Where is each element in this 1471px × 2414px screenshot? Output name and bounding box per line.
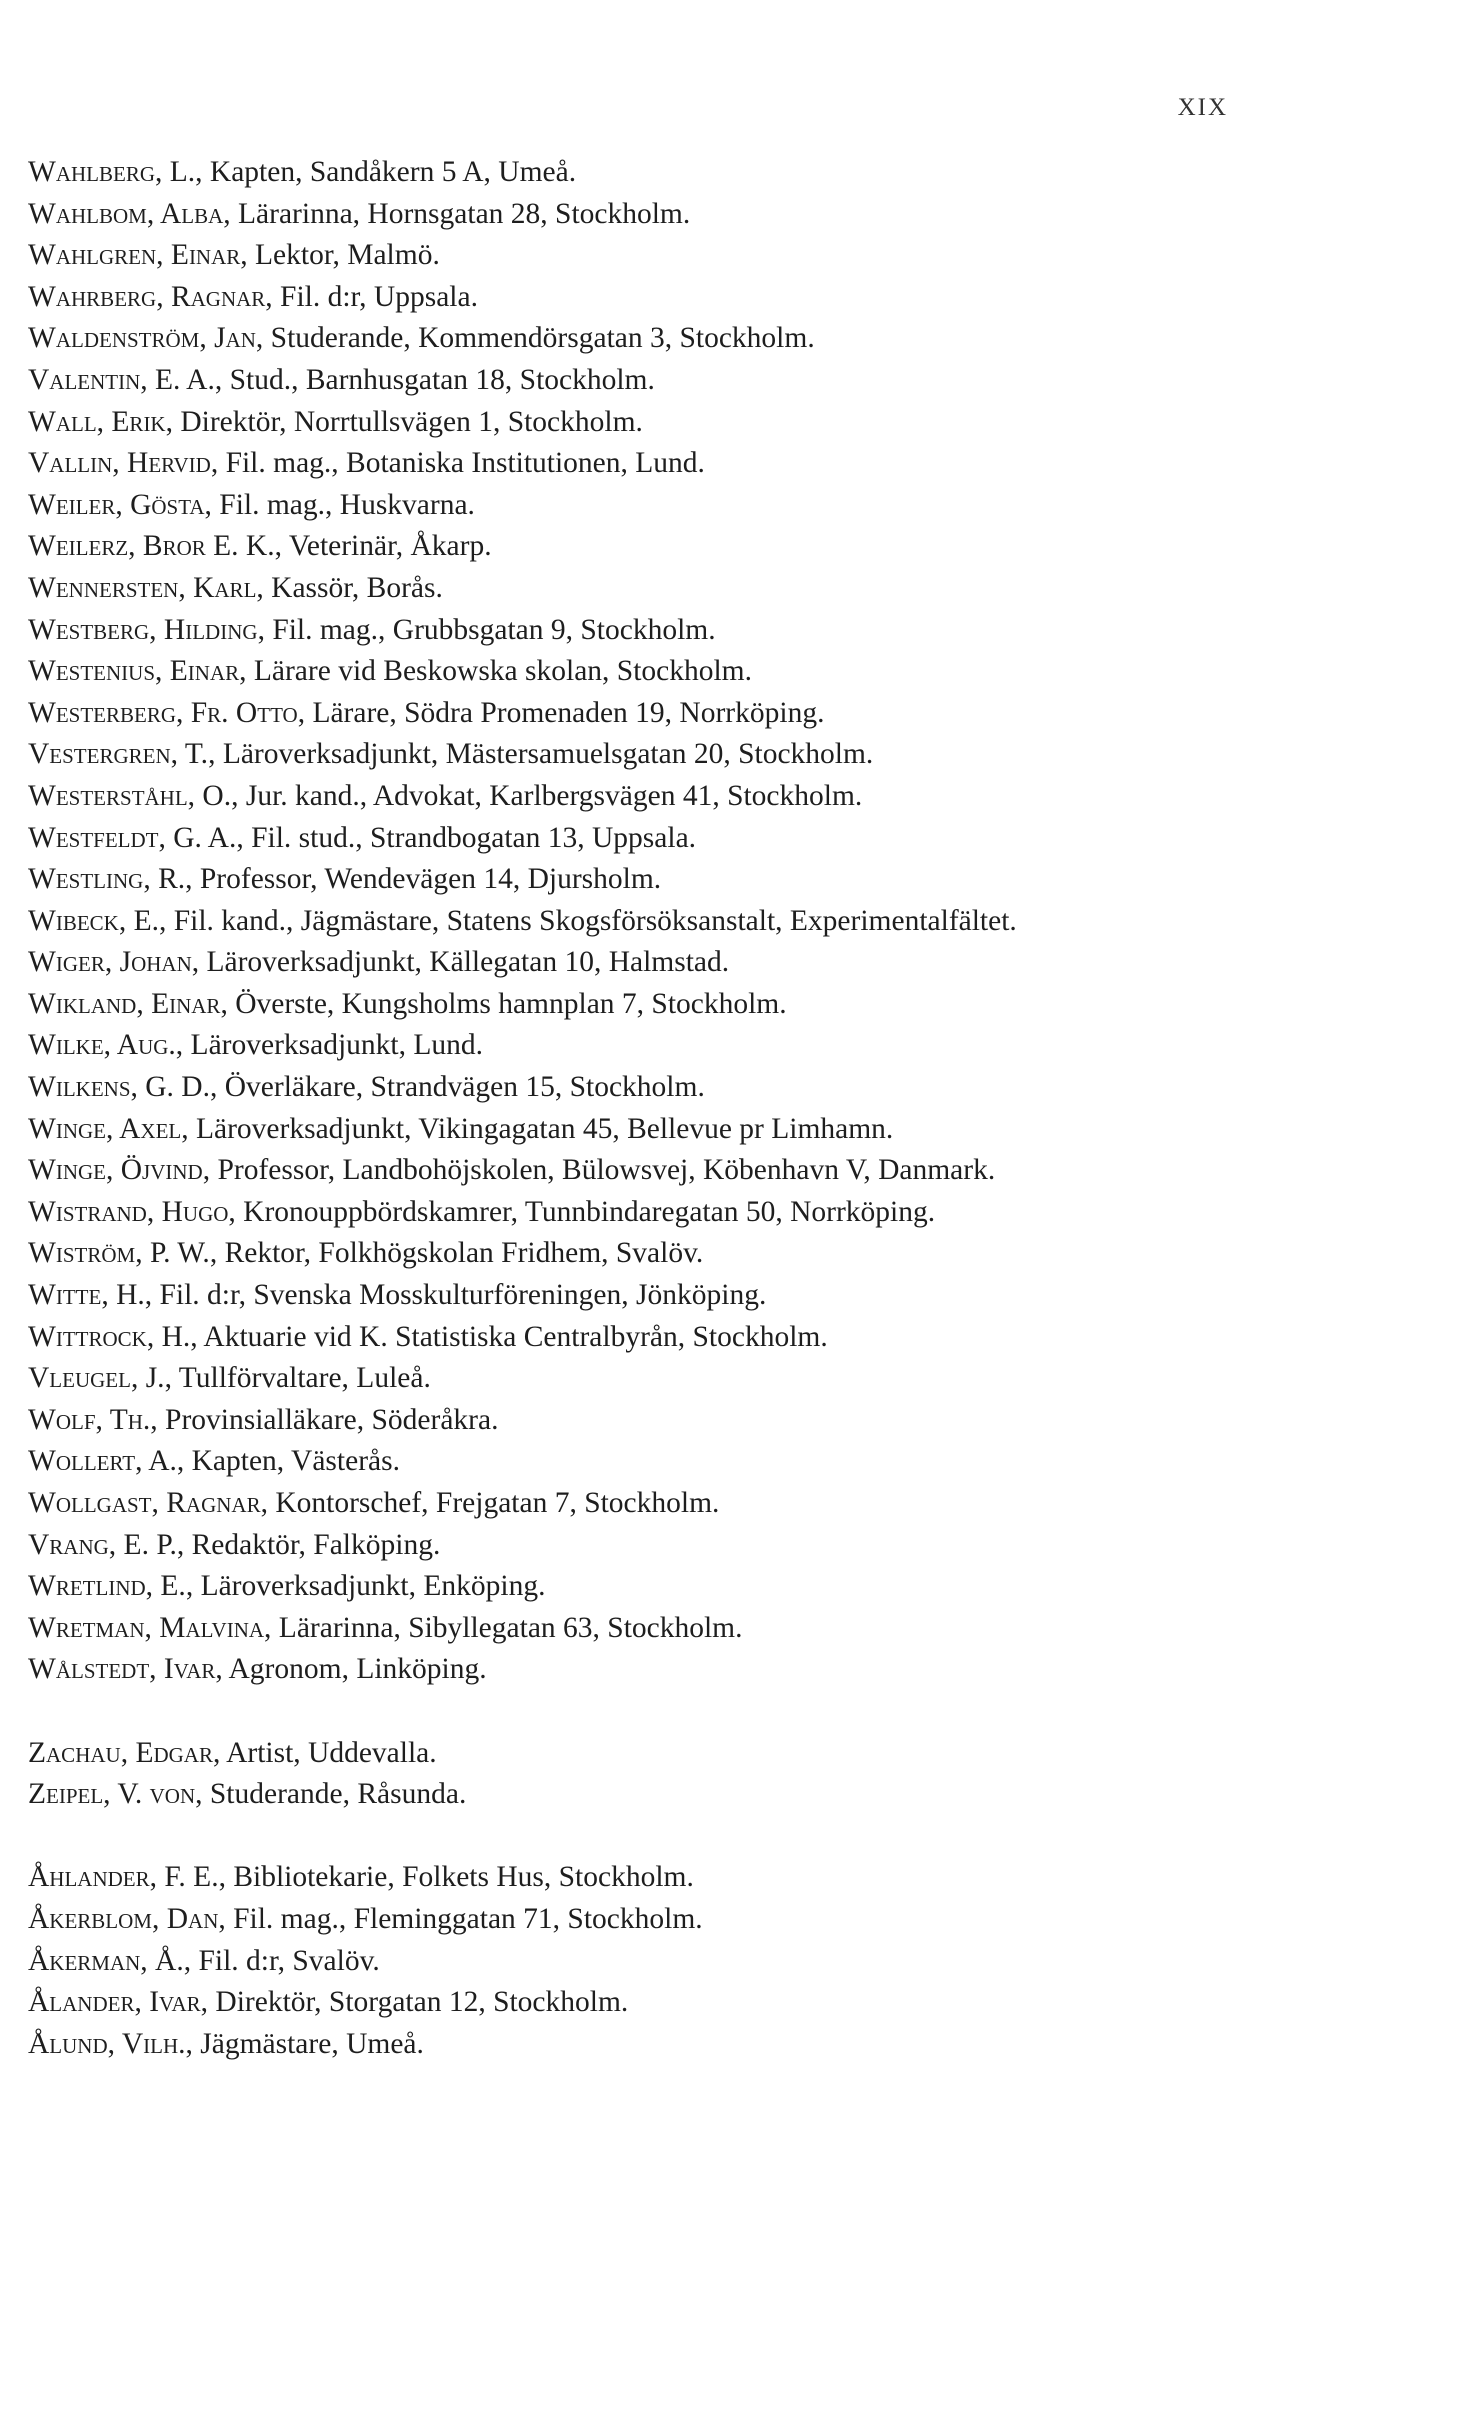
- member-details: Jägmästare, Umeå.: [200, 2027, 424, 2060]
- member-name: Westenius, Einar: [28, 655, 240, 688]
- member-details: Professor, Landbohöjskolen, Bülowsvej, Köbenhavn V, Danmark.: [217, 1154, 996, 1187]
- member-entry: Westerståhl, O., Jur. kand., Advokat, Karlbergsvägen 41, Stockholm.: [28, 779, 863, 812]
- member-details: Läroverksadjunkt, Vikingagatan 45, Bellevue pr Limhamn.: [196, 1112, 894, 1145]
- entry-group: [28, 152, 1268, 1691]
- member-name: Åkerman, Å.: [28, 1944, 184, 1977]
- member-name: Wålstedt, Ivar: [28, 1653, 216, 1686]
- member-entry: Zachau, Edgar, Artist, Uddevalla.: [28, 1736, 437, 1769]
- member-entry: Vestergren, T., Läroverksadjunkt, Mästersamuelsgatan 20, Stockholm.: [28, 738, 874, 771]
- member-details: Provinsialläkare, Söderåkra.: [165, 1403, 499, 1436]
- member-entry: Westberg, Hilding, Fil. mag., Grubbsgatan 9, Stockholm.: [28, 613, 716, 646]
- member-name: Åhlander, F. E.: [28, 1861, 219, 1894]
- member-name: Vestergren, T.: [28, 738, 209, 771]
- member-details: Läroverksadjunkt, Enköping.: [200, 1570, 546, 1603]
- member-details: Fil. kand., Jägmästare, Statens Skogsförsöksanstalt, Experimentalfältet.: [173, 904, 1017, 937]
- member-name: Westerståhl, O.: [28, 779, 232, 812]
- member-details: Lärarinna, Sibyllegatan 63, Stockholm.: [278, 1611, 743, 1644]
- member-details: Lärare, Södra Promenaden 19, Norrköping.: [312, 696, 825, 729]
- member-details: Professor, Wendevägen 14, Djursholm.: [199, 863, 662, 896]
- member-details: Stud., Barnhusgatan 18, Stockholm.: [229, 363, 655, 396]
- member-entry: Wall, Erik, Direktör, Norrtullsvägen 1, Stockholm.: [28, 405, 643, 438]
- member-name: Westfeldt, G. A.: [28, 821, 237, 854]
- member-entry: Valentin, E. A., Stud., Barnhusgatan 18, Stockholm.: [28, 363, 655, 396]
- member-entry: Westfeldt, G. A., Fil. stud., Strandbogatan 13, Uppsala.: [28, 821, 697, 854]
- member-name: Waldenström, Jan: [28, 322, 256, 355]
- member-name: Wiström, P. W.: [28, 1237, 210, 1270]
- member-name: Wahlgren, Einar: [28, 239, 241, 272]
- member-entry: Wahlberg, L., Kapten, Sandåkern 5 A, Umeå.: [28, 156, 577, 188]
- section-gap: [28, 1816, 1268, 1858]
- member-name: Wall, Erik: [28, 405, 166, 438]
- member-details: Fil. mag., Huskvarna.: [219, 488, 475, 521]
- member-entry: Wikland, Einar, Överste, Kungsholms hamnplan 7, Stockholm.: [28, 987, 787, 1020]
- member-details: Fil. d:r, Svalöv.: [198, 1944, 380, 1977]
- member-entry: Vleugel, J., Tullförvaltare, Luleå.: [28, 1362, 431, 1395]
- member-entry: Wahlgren, Einar, Lektor, Malmö.: [28, 239, 440, 272]
- member-details: Fil. stud., Strandbogatan 13, Uppsala.: [251, 821, 697, 854]
- member-entry: Westerberg, Fr. Otto, Lärare, Södra Promenaden 19, Norrköping.: [28, 696, 825, 729]
- member-details: Aktuarie vid K. Statistiska Centralbyrån, Stockholm.: [203, 1320, 828, 1353]
- member-name: Wahrberg, Ragnar: [28, 280, 266, 313]
- member-name: Wennersten, Karl: [28, 571, 257, 604]
- member-name: Wollert, A.: [28, 1445, 177, 1478]
- member-name: Westling, R.: [28, 863, 186, 896]
- member-details: Fil. d:r, Svenska Mosskulturföreningen, Jönköping.: [159, 1279, 767, 1312]
- member-entry: Wittrock, H., Aktuarie vid K. Statistiska Centralbyrån, Stockholm.: [28, 1320, 828, 1353]
- member-entry: Ålander, Ivar, Direktör, Storgatan 12, Stockholm.: [28, 1986, 629, 2019]
- member-name: Weiler, Gösta: [28, 488, 205, 521]
- member-name: Wretlind, E.: [28, 1570, 186, 1603]
- member-entry: Ålund, Vilh., Jägmästare, Umeå.: [28, 2027, 424, 2060]
- member-entry: Wiström, P. W., Rektor, Folkhögskolan Fridhem, Svalöv.: [28, 1237, 704, 1270]
- member-name: Westerberg, Fr. Otto: [28, 696, 298, 729]
- member-name: Winge, Axel: [28, 1112, 182, 1145]
- member-name: Vleugel, J.: [28, 1362, 165, 1395]
- section-gap: [28, 1691, 1268, 1733]
- member-entry: Witte, H., Fil. d:r, Svenska Mosskulturföreningen, Jönköping.: [28, 1279, 767, 1312]
- member-list: [28, 152, 1268, 2065]
- member-details: Läroverksadjunkt, Lund.: [190, 1029, 484, 1062]
- member-name: Weilerz, Bror E. K.: [28, 530, 275, 563]
- member-entry: Wollgast, Ragnar, Kontorschef, Frejgatan 7, Stockholm.: [28, 1487, 720, 1519]
- member-name: Wahlberg, L.: [28, 156, 196, 188]
- member-details: Lektor, Malmö.: [255, 239, 440, 272]
- member-details: Studerande, Kommendörsgatan 3, Stockholm.: [270, 322, 815, 355]
- member-details: Lärare vid Beskowska skolan, Stockholm.: [253, 655, 753, 688]
- member-entry: Vallin, Hervid, Fil. mag., Botaniska Institutionen, Lund.: [28, 447, 705, 480]
- member-details: Agronom, Linköping.: [228, 1653, 487, 1686]
- member-name: Wistrand, Hugo: [28, 1195, 229, 1228]
- member-name: Wretman, Malvina: [28, 1611, 265, 1644]
- member-entry: Wolf, Th., Provinsialläkare, Söderåkra.: [28, 1403, 499, 1436]
- member-entry: Wahrberg, Ragnar, Fil. d:r, Uppsala.: [28, 280, 478, 313]
- member-entry: Wretman, Malvina, Lärarinna, Sibyllegatan 63, Stockholm.: [28, 1611, 743, 1644]
- member-name: Wollgast, Ragnar: [28, 1487, 261, 1519]
- member-entry: Winge, Öjvind, Professor, Landbohöjskolen, Bülowsvej, Köbenhavn V, Danmark.: [28, 1154, 996, 1187]
- member-details: Läroverksadjunkt, Mästersamuelsgatan 20, Stockholm.: [222, 738, 874, 771]
- member-details: Fil. mag., Fleminggatan 71, Stockholm.: [233, 1902, 703, 1935]
- member-name: Ålund, Vilh.: [28, 2027, 186, 2060]
- member-entry: Wollert, A., Kapten, Västerås.: [28, 1445, 400, 1478]
- member-details: Studerande, Råsunda.: [209, 1778, 467, 1811]
- member-entry: Åkerman, Å., Fil. d:r, Svalöv.: [28, 1944, 380, 1977]
- member-entry: Zeipel, V. von, Studerande, Råsunda.: [28, 1778, 467, 1811]
- member-details: Artist, Uddevalla.: [226, 1736, 437, 1769]
- member-entry: Åhlander, F. E., Bibliotekarie, Folkets Hus, Stockholm.: [28, 1861, 694, 1894]
- member-name: Witte, H.: [28, 1279, 145, 1312]
- member-details: Kontorschef, Frejgatan 7, Stockholm.: [275, 1487, 720, 1519]
- member-entry: Wålstedt, Ivar, Agronom, Linköping.: [28, 1653, 487, 1686]
- member-name: Wiger, Johan: [28, 946, 192, 979]
- member-name: Åkerblom, Dan: [28, 1902, 219, 1935]
- member-entry: Vrang, E. P., Redaktör, Falköping.: [28, 1528, 441, 1561]
- member-name: Zeipel, V. von: [28, 1778, 196, 1811]
- member-details: Kronouppbördskamrer, Tunnbindaregatan 50, Norrköping.: [243, 1195, 936, 1228]
- member-entry: Westling, R., Professor, Wendevägen 14, Djursholm.: [28, 863, 662, 896]
- member-name: Wilkens, G. D.: [28, 1071, 210, 1104]
- member-name: Vallin, Hervid: [28, 447, 211, 480]
- member-entry: Wilke, Aug., Läroverksadjunkt, Lund.: [28, 1029, 484, 1062]
- member-name: Ålander, Ivar: [28, 1986, 201, 2019]
- member-entry: Weiler, Gösta, Fil. mag., Huskvarna.: [28, 488, 475, 521]
- member-details: Direktör, Storgatan 12, Stockholm.: [215, 1986, 629, 2019]
- member-entry: Wistrand, Hugo, Kronouppbördskamrer, Tunnbindaregatan 50, Norrköping.: [28, 1195, 936, 1228]
- member-details: Överste, Kungsholms hamnplan 7, Stockholm.: [235, 987, 787, 1020]
- member-details: Fil. d:r, Uppsala.: [280, 280, 478, 313]
- member-entry: Weilerz, Bror E. K., Veterinär, Åkarp.: [28, 530, 492, 563]
- member-name: Wittrock, H.: [28, 1320, 191, 1353]
- member-entry: Wiger, Johan, Läroverksadjunkt, Källegatan 10, Halmstad.: [28, 946, 730, 979]
- member-name: Zachau, Edgar: [28, 1736, 213, 1769]
- member-details: Kassör, Borås.: [271, 571, 443, 604]
- member-details: Fil. mag., Botaniska Institutionen, Lund.: [225, 447, 705, 480]
- member-details: Redaktör, Falköping.: [191, 1528, 441, 1561]
- member-entry: Åkerblom, Dan, Fil. mag., Fleminggatan 71, Stockholm.: [28, 1902, 703, 1935]
- member-details: Rektor, Folkhögskolan Fridhem, Svalöv.: [224, 1237, 704, 1270]
- member-name: Wibeck, E.: [28, 904, 159, 937]
- member-entry: Wretlind, E., Läroverksadjunkt, Enköping.: [28, 1570, 546, 1603]
- member-entry: Wahlbom, Alba, Lärarinna, Hornsgatan 28, Stockholm.: [28, 197, 691, 230]
- member-entry: Winge, Axel, Läroverksadjunkt, Vikingagatan 45, Bellevue pr Limhamn.: [28, 1112, 894, 1145]
- member-details: Tullförvaltare, Luleå.: [178, 1362, 431, 1395]
- member-entry: Wibeck, E., Fil. kand., Jägmästare, Statens Skogsförsöksanstalt, Experimentalfältet.: [28, 904, 1017, 937]
- member-name: Wikland, Einar: [28, 987, 221, 1020]
- member-entry: Wilkens, G. D., Överläkare, Strandvägen 15, Stockholm.: [28, 1071, 705, 1104]
- member-details: Kapten, Sandåkern 5 A, Umeå.: [209, 156, 577, 188]
- member-name: Vrang, E. P.: [28, 1528, 177, 1561]
- member-name: Westberg, Hilding: [28, 613, 258, 646]
- member-name: Wolf, Th.: [28, 1403, 151, 1436]
- member-details: Bibliotekarie, Folkets Hus, Stockholm.: [233, 1861, 694, 1894]
- member-details: Lärarinna, Hornsgatan 28, Stockholm.: [238, 197, 691, 230]
- member-details: Direktör, Norrtullsvägen 1, Stockholm.: [180, 405, 643, 438]
- member-name: Valentin, E. A.: [28, 363, 215, 396]
- member-entry: Westenius, Einar, Lärare vid Beskowska skolan, Stockholm.: [28, 655, 753, 688]
- member-entry: Waldenström, Jan, Studerande, Kommendörsgatan 3, Stockholm.: [28, 322, 815, 355]
- entry-group: [28, 1733, 1268, 1816]
- member-details: Överläkare, Strandvägen 15, Stockholm.: [224, 1071, 705, 1104]
- member-details: Läroverksadjunkt, Källegatan 10, Halmstad.: [206, 946, 730, 979]
- member-details: Fil. mag., Grubbsgatan 9, Stockholm.: [272, 613, 716, 646]
- member-details: Jur. kand., Advokat, Karlbergsvägen 41, Stockholm.: [245, 779, 863, 812]
- member-name: Wahlbom, Alba: [28, 197, 224, 230]
- member-details: Kapten, Västerås.: [191, 1445, 400, 1478]
- entry-group: [28, 1857, 1268, 2065]
- member-name: Wilke, Aug.: [28, 1029, 176, 1062]
- member-name: Winge, Öjvind: [28, 1154, 203, 1187]
- page-number: XIX: [1177, 94, 1228, 121]
- member-entry: Wennersten, Karl, Kassör, Borås.: [28, 571, 443, 604]
- member-details: Veterinär, Åkarp.: [288, 530, 492, 563]
